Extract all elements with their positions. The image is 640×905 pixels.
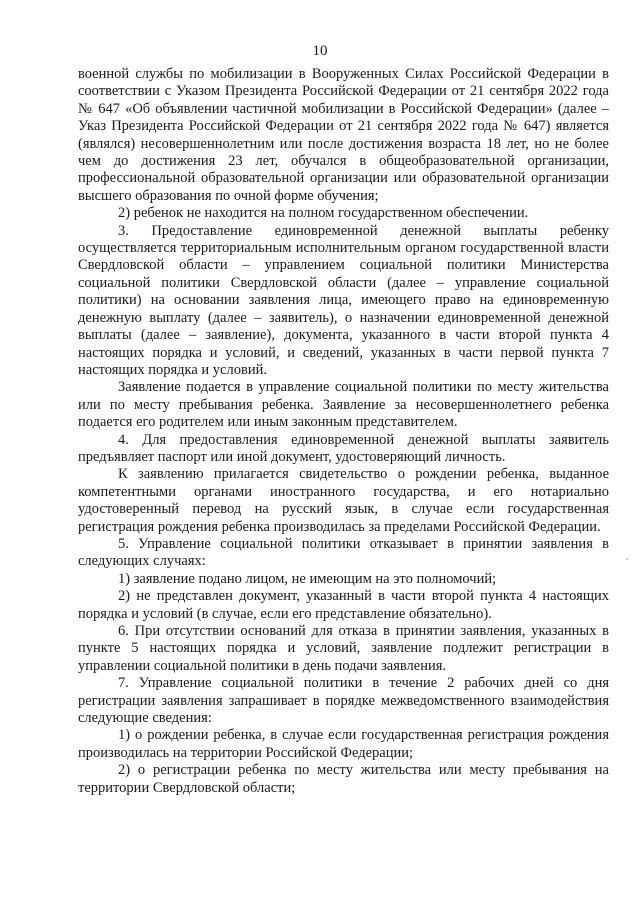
paragraph-section-5: 5. Управление социальной политики отказывает в принятии заявления в следующих случаях: — [78, 535, 609, 570]
paragraph-section-7: 7. Управление социальной политики в течение 2 рабочих дней со дня регистрации заявления запрашивает в порядке межведомственного взаимодействия следующие сведения: — [78, 675, 609, 727]
paragraph-section-5-item-1: 1) заявление подано лицом, не имеющим на это полномочий; — [118, 570, 497, 587]
paragraph-section-3-part-2: Заявление подается в управление социальной политики по месту жительства или по месту пребывания ребенка. Заявление за несовершеннолетнего ребенка подается его родителем или иным законным представителем. — [78, 379, 609, 431]
paragraph-section-5-item-2: 2) не представлен документ, указанный в части второй пункта 4 настоящих порядка и условий (в случае, если его представление обязательно). — [78, 588, 609, 622]
document-body — [78, 66, 609, 797]
paragraph-section-6: 6. При отсутствии оснований для отказа в принятии заявления, указанных в пункте 5 настоящих порядка и условий, заявление подлежит регистрации в управлении социальной политики в день подачи заявления. — [78, 623, 609, 674]
paragraph-item-2: 2) ребенок не находится на полном государственном обеспечении. — [118, 205, 529, 222]
scan-speck — [626, 558, 628, 560]
paragraph-section-7-item-1: 1) о рождении ребенка, в случае если государственная регистрация рождения производилась на территории Российской Федерации; — [78, 727, 609, 761]
paragraph-section-7-item-2: 2) о регистрации ребенка по месту жительства или месту пребывания на территории Свердловской области; — [78, 762, 609, 796]
paragraph-section-3: 3. Предоставление единовременной денежной выплаты ребенку осуществляется территориальным исполнительным органом государственной власти Свердловской области – управлением социальной политики Министерства социальной политики Свердловской области (далее – управление социальной политики) на основании заявления лица, имеющего право на единовременную денежную выплату (далее – заявитель), о назначении единовременной денежной выплаты (далее – заявление), документа, указанного в части второй пункта 4 настоящих порядка и условий, и сведений, указанных в части первой пункта 7 настоящих порядка и условий. — [78, 222, 609, 378]
paragraph-section-4: 4. Для предоставления единовременной денежной выплаты заявитель предъявляет паспорт или иной документ, удостоверяющий личность. — [78, 431, 609, 465]
page-number: 10 — [312, 43, 328, 59]
paragraph-continuation: военной службы по мобилизации в Вооруженных Силах Российской Федерации в соответствии с Указом Президента Российской Федерации от 21 сентября 2022 года № 647 «Об объявлении частичной мобилизации в Российской Федерации» (далее – Указ Президента Российской Федерации от 21 сентября 2022 года № 647) является (являлся) несовершеннолетним или после достижения возраста 18 лет, но не более чем до достижения 23 лет, обучался в общеобразовательной организации, профессиональной образовательной организации или образовательной организации высшего образования по очной форме обучения; — [78, 66, 609, 204]
paragraph-section-4-part-2: К заявлению прилагается свидетельство о рождении ребенка, выданное компетентными органами иностранного государства, и его нотариально удостоверенный перевод на русский язык, в случае если государственная регистрация рождения ребенка производилась за пределами Российской Федерации. — [78, 466, 609, 535]
